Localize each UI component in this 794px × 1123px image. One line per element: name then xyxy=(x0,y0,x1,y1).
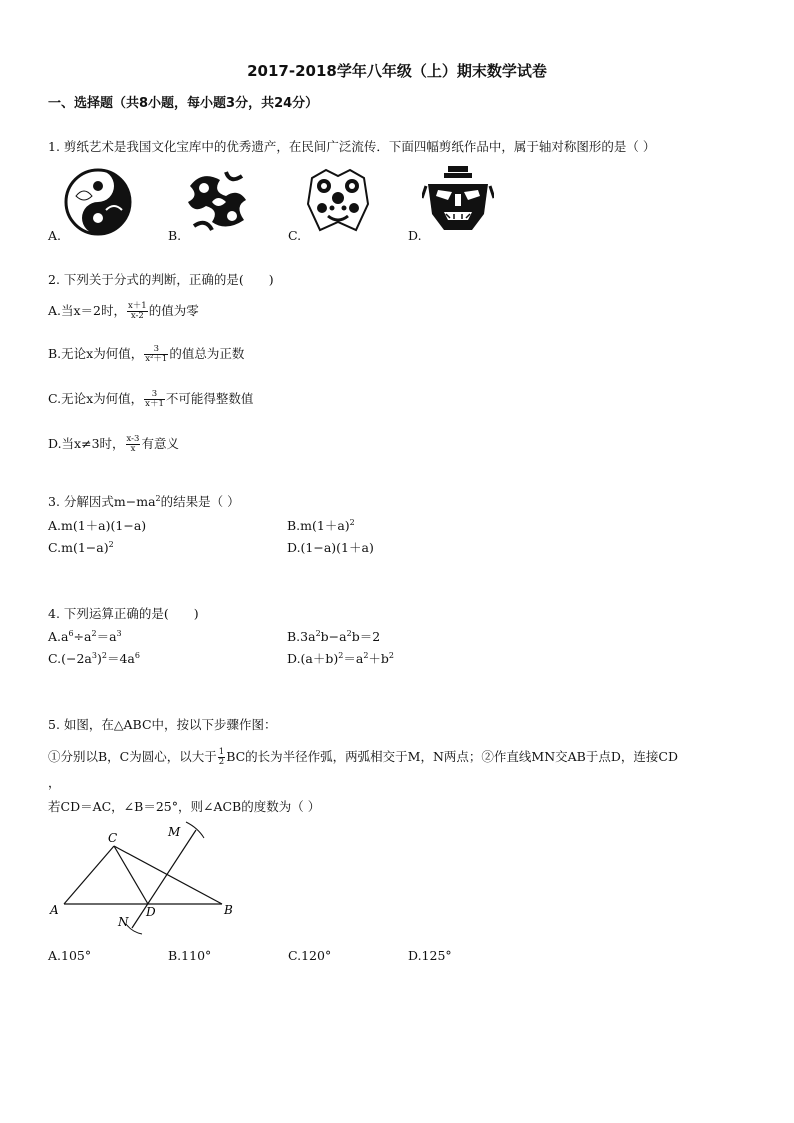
q3-option-c xyxy=(48,540,114,556)
q4-a-part: ÷a xyxy=(73,629,92,644)
q4-d-part: D.(a＋b) xyxy=(287,651,339,666)
q5-steps xyxy=(48,748,678,767)
q4-c-exp: 3 xyxy=(91,650,97,660)
q2-option-c xyxy=(48,390,253,409)
q4-a-exp: 6 xyxy=(68,628,74,638)
q2-a-prefix: A.当x＝2时， xyxy=(48,303,127,318)
q4-option-b xyxy=(287,629,380,645)
q4-c-part: C.(−2a xyxy=(48,651,92,666)
q1-option-b: B. xyxy=(168,228,182,243)
q4-a-part: ＝a xyxy=(96,629,117,644)
q1-stem: 1. 剪纸艺术是我国文化宝库中的优秀遗产，在民间广泛流传．下面四幅剪纸作品中，属于轴对称图形的是（ ） xyxy=(48,139,656,154)
q4-option-a xyxy=(48,629,122,645)
q3-stem-exponent: 2 xyxy=(155,493,161,503)
q2-d-fraction xyxy=(126,435,141,454)
q5-half-denominator: 2 xyxy=(218,757,225,767)
q4-d-part: ＋b xyxy=(368,651,389,666)
label-d: D xyxy=(146,905,156,919)
label-b: B xyxy=(224,903,233,917)
q3-b-base: B.m(1＋a) xyxy=(287,518,350,533)
q4-option-c xyxy=(48,651,140,667)
q2-c-fraction xyxy=(144,390,165,409)
q2-c-prefix: C.无论x为何值， xyxy=(48,391,144,406)
q4-a-part: A.a xyxy=(48,629,69,644)
q4-d-exp: 2 xyxy=(338,650,344,660)
label-m: M xyxy=(168,825,181,839)
segment-cb xyxy=(114,846,222,904)
label-a: A xyxy=(50,903,59,917)
q2-b-denominator: x²＋1 xyxy=(145,354,168,364)
q4-c-exp: 2 xyxy=(101,650,107,660)
triangle-construction-figure xyxy=(46,820,246,938)
q3-option-b xyxy=(287,518,355,534)
q2-d-prefix: D.当x≠3时， xyxy=(48,436,125,451)
q3-c-exponent: 2 xyxy=(108,539,114,549)
line-mn xyxy=(132,830,196,928)
q5-option-a: A.105° xyxy=(48,948,92,963)
q4-option-d xyxy=(287,651,394,667)
q4-b-exp: 2 xyxy=(346,628,352,638)
label-c: C xyxy=(108,831,118,845)
q4-d-exp: 2 xyxy=(363,650,369,660)
q2-option-a xyxy=(48,302,199,321)
q2-b-suffix: 的值总为正数 xyxy=(169,346,245,361)
q4-c-exp: 6 xyxy=(134,650,140,660)
q2-a-fraction xyxy=(127,302,148,321)
papercut-fish-image xyxy=(62,166,134,238)
q5-comma: ， xyxy=(48,775,61,790)
q2-stem: 2. 下列关于分式的判断，正确的是( ) xyxy=(48,272,274,287)
page-title: 2017-2018学年八年级（上）期末数学试卷 xyxy=(247,62,547,80)
q3-b-exponent: 2 xyxy=(349,517,355,527)
q2-a-numerator: x＋1 xyxy=(128,301,147,311)
segment-ac xyxy=(64,846,114,904)
q2-d-numerator: x-3 xyxy=(126,434,140,444)
q5-option-d: D.125° xyxy=(408,948,452,963)
q4-d-exp: 2 xyxy=(388,650,395,660)
q1-option-d: D. xyxy=(408,228,422,243)
q4-a-exp: 3 xyxy=(116,628,122,638)
q5-option-b: B.110° xyxy=(168,948,212,963)
q5-half-fraction xyxy=(218,748,225,767)
q3-option-d: D.(1−a)(1＋a) xyxy=(287,540,374,555)
q3-c-base: C.m(1−a) xyxy=(48,540,109,555)
q5-condition: 若CD＝AC，∠B＝25°，则∠ACB的度数为（ ） xyxy=(48,799,321,814)
label-n: N xyxy=(118,915,129,929)
section-heading: 一、选择题（共8小题，每小题3分，共24分） xyxy=(48,96,319,111)
q4-c-part: ＝4a xyxy=(106,651,135,666)
q1-option-c: C. xyxy=(288,228,302,243)
q2-d-suffix: 有意义 xyxy=(141,436,179,451)
q2-b-numerator: 3 xyxy=(144,345,168,355)
q2-c-suffix: 不可能得整数值 xyxy=(165,391,254,406)
q2-option-b xyxy=(48,345,244,364)
q5-steps-pre: ①分别以B，C为圆心，以大于 xyxy=(48,749,217,764)
q4-c-part: ) xyxy=(96,651,102,666)
q4-stem: 4. 下列运算正确的是( ) xyxy=(48,606,199,621)
q4-b-exp: 2 xyxy=(315,628,321,638)
q2-d-denominator: x xyxy=(130,444,136,454)
q1-option-a: A. xyxy=(48,228,62,243)
q3-stem-post: 的结果是（ ） xyxy=(160,494,240,509)
q2-b-prefix: B.无论x为何值， xyxy=(48,346,144,361)
q4-d-part: ＝a xyxy=(343,651,364,666)
q5-half-numerator: 1 xyxy=(218,747,225,757)
q5-stem: 5. 如图，在△ABC中，按以下步骤作图： xyxy=(48,717,277,732)
q2-option-d xyxy=(48,435,179,454)
q3-option-a: A.m(1＋a)(1−a) xyxy=(48,518,147,533)
papercut-mask-image xyxy=(422,164,494,236)
q2-c-numerator: 3 xyxy=(144,390,165,400)
q4-b-part: b−a xyxy=(320,629,347,644)
papercut-lion-image xyxy=(302,164,374,236)
q2-b-fraction xyxy=(144,345,168,364)
q3-stem-pre: 3. 分解因式m−ma xyxy=(48,494,156,509)
q2-c-denominator: x＋1 xyxy=(145,399,164,409)
papercut-swirl-image xyxy=(182,166,254,238)
q4-b-part: b＝2 xyxy=(351,629,381,644)
q4-b-part: B.3a xyxy=(287,629,316,644)
q5-option-c: C.120° xyxy=(288,948,332,963)
q2-a-denominator: x-2 xyxy=(130,311,144,321)
q2-a-suffix: 的值为零 xyxy=(148,303,199,318)
arc-m xyxy=(186,822,204,838)
q3-stem xyxy=(48,494,240,510)
q5-steps-post: BC的长为半径作弧，两弧相交于M，N两点；②作直线MN交AB于点D，连接CD xyxy=(226,749,678,764)
q4-a-exp: 2 xyxy=(91,628,97,638)
